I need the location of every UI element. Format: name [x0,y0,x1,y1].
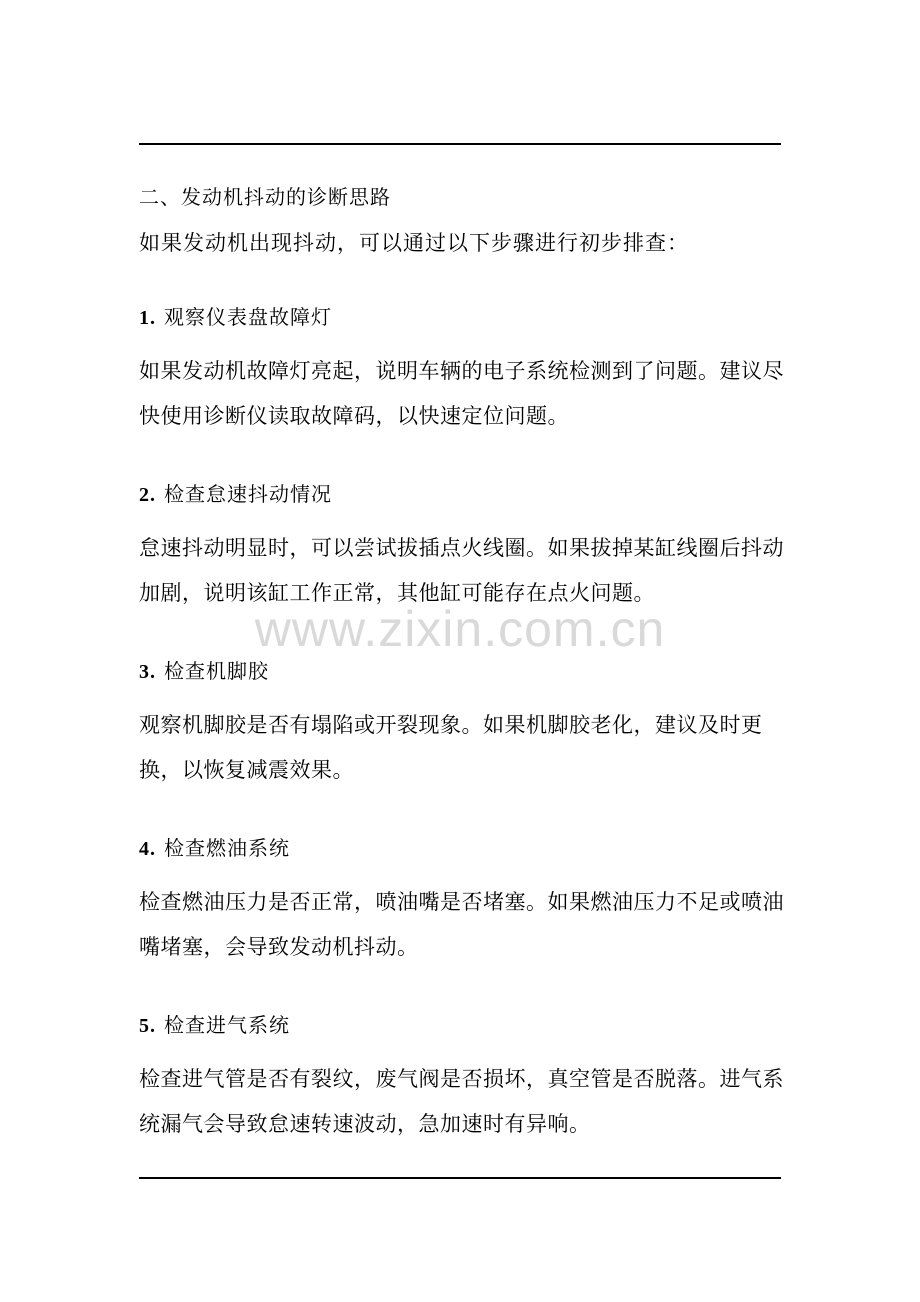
top-divider [139,143,781,145]
intro-paragraph: 如果发动机出现抖动，可以通过以下步骤进行初步排查： [139,231,689,255]
bottom-divider [139,1177,781,1179]
step-title: 检查机脚胶 [164,659,269,683]
document-body [139,182,784,1187]
step-body: 观察机脚胶是否有塌陷或开裂现象。如果机脚胶老化，建议及时更换，以恢复减震效果。 [139,713,763,782]
step-number: 5. [139,1015,156,1037]
step-body: 检查进气管是否有裂纹，废气阀是否损坏，真空管是否脱落。进气系统漏气会导致怠速转速波动，急加速时有异响。 [139,1067,784,1136]
step-number: 2. [139,484,156,506]
step-title: 检查进气系统 [164,1013,290,1037]
step-item-5 [139,1010,784,1147]
watermark: www.zixin.com.cn [254,601,666,657]
section-title: 二、发动机抖动的诊断思路 [139,185,391,209]
step-title: 观察仪表盘故障灯 [164,305,332,329]
step-heading [139,833,784,864]
step-heading [139,1010,784,1041]
step-number: 1. [139,307,156,329]
step-item-1 [139,302,784,439]
step-body: 如果发动机故障灯亮起，说明车辆的电子系统检测到了问题。建议尽快使用诊断仪读取故障码，以快速定位问题。 [139,359,784,428]
step-title: 检查燃油系统 [164,836,290,860]
step-title: 检查怠速抖动情况 [164,482,332,506]
step-body: 怠速抖动明显时，可以尝试拔插点火线圈。如果拔掉某缸线圈后抖动加剧，说明该缸工作正常，其他缸可能存在点火问题。 [139,536,784,605]
step-item-4 [139,833,784,970]
step-item-3 [139,656,784,793]
step-heading [139,302,784,333]
step-item-2 [139,479,784,616]
step-number: 3. [139,661,156,683]
step-number: 4. [139,838,156,860]
step-heading [139,656,784,687]
step-heading [139,479,784,510]
step-body: 检查燃油压力是否正常，喷油嘴是否堵塞。如果燃油压力不足或喷油嘴堵塞，会导致发动机抖动。 [139,890,784,959]
